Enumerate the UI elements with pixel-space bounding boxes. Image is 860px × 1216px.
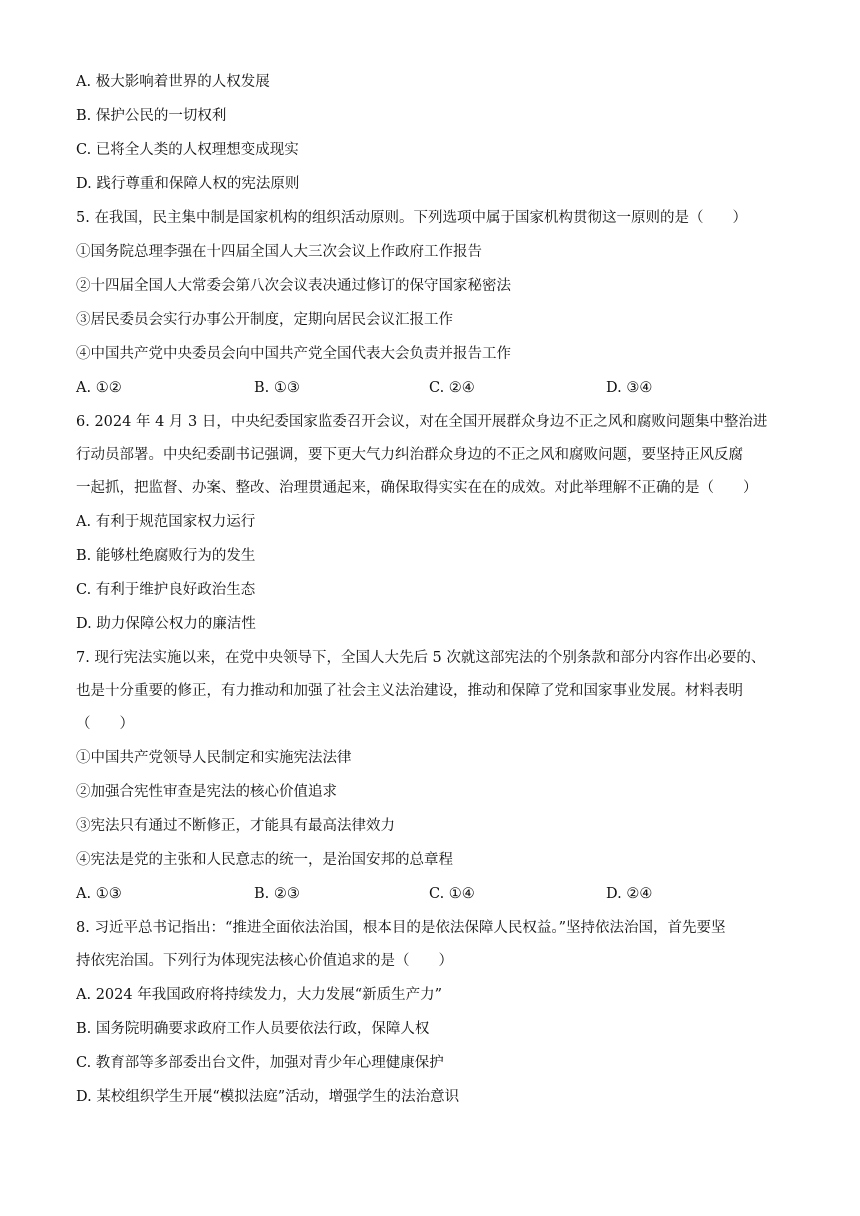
q7-stem-line-1: 7. 现行宪法实施以来，在党中央领导下，全国人大先后 5 次就这部宪法的个别条款和部分内容作出必要的、: [76, 650, 766, 666]
q5-item-1: ①国务院总理李强在十四届全国人大三次会议上作政府工作报告: [76, 244, 482, 260]
q5-item-4: ④中国共产党中央委员会向中国共产党全国代表大会负责并报告工作: [76, 346, 511, 362]
q4-option-d: D. 践行尊重和保障人权的宪法原则: [76, 176, 300, 192]
q7-choice-d: D. ②④: [606, 886, 653, 902]
q7-item-1: ①中国共产党领导人民制定和实施宪法法律: [76, 750, 352, 766]
q8-option-d: D. 某校组织学生开展“模拟法庭”活动，增强学生的法治意识: [76, 1089, 460, 1105]
q5-choice-b: B. ①③: [254, 380, 300, 396]
q7-item-3: ③宪法只有通过不断修正，才能具有最高法律效力: [76, 818, 395, 834]
q8-option-a: A. 2024 年我国政府将持续发力，大力发展“新质生产力”: [76, 987, 443, 1003]
q7-choice-b: B. ②③: [254, 886, 300, 902]
q5-item-2: ②十四届全国人大常委会第八次会议表决通过修订的保守国家秘密法: [76, 278, 511, 294]
q5-choice-a: A. ①②: [76, 380, 122, 396]
q4-option-c: C. 已将全人类的人权理想变成现实: [76, 142, 299, 158]
q8-option-c: C. 教育部等多部委出台文件，加强对青少年心理健康保护: [76, 1055, 444, 1071]
q6-option-b: B. 能够杜绝腐败行为的发生: [76, 548, 256, 564]
q7-choices: [76, 881, 788, 907]
q4-option-a: A. 极大影响着世界的人权发展: [76, 74, 270, 90]
q6-stem-line-2: 行动员部署。中央纪委副书记强调，要下更大气力纠治群众身边的不正之风和腐败问题，要坚持正风反腐: [76, 447, 743, 463]
q5-choice-c: C. ②④: [429, 380, 475, 396]
q5-item-3: ③居民委员会实行办事公开制度，定期向居民会议汇报工作: [76, 312, 453, 328]
q6-option-a: A. 有利于规范国家权力运行: [76, 514, 256, 530]
q6-stem-line-3: 一起抓，把监督、办案、整改、治理贯通起来，确保取得实实在在的成效。对此举理解不正确的是（ ）: [76, 480, 758, 496]
q6-option-d: D. 助力保障公权力的廉洁性: [76, 616, 256, 632]
q4-option-b: B. 保护公民的一切权利: [76, 108, 227, 124]
q7-stem-line-2: 也是十分重要的修正，有力推动和加强了社会主义法治建设，推动和保障了党和国家事业发展。材料表明: [76, 683, 743, 699]
q7-stem-line-3: （ ）: [76, 716, 134, 732]
q6-stem-line-1: 6. 2024 年 4 月 3 日，中央纪委国家监委召开会议，对在全国开展群众身边不正之风和腐败问题集中整治进: [76, 414, 768, 430]
q7-item-2: ②加强合宪性审查是宪法的核心价值追求: [76, 784, 337, 800]
q5-choices: [76, 375, 788, 401]
q7-choice-a: A. ①③: [76, 886, 122, 902]
q7-choice-c: C. ①④: [429, 886, 475, 902]
q8-option-b: B. 国务院明确要求政府工作人员要依法行政，保障人权: [76, 1021, 430, 1037]
q6-option-c: C. 有利于维护良好政治生态: [76, 582, 256, 598]
q5-stem: 5. 在我国，民主集中制是国家机构的组织活动原则。下列选项中属于国家机构贯彻这一原则的是（ ）: [76, 210, 747, 226]
q8-stem-line-1: 8. 习近平总书记指出：“推进全面依法治国，根本目的是依法保障人民权益。”坚持依法治国，首先要坚: [76, 920, 726, 936]
q8-stem-line-2: 持依宪治国。下列行为体现宪法核心价值追求的是（ ）: [76, 953, 453, 969]
q7-item-4: ④宪法是党的主张和人民意志的统一，是治国安邦的总章程: [76, 852, 453, 868]
q5-choice-d: D. ③④: [606, 380, 653, 396]
